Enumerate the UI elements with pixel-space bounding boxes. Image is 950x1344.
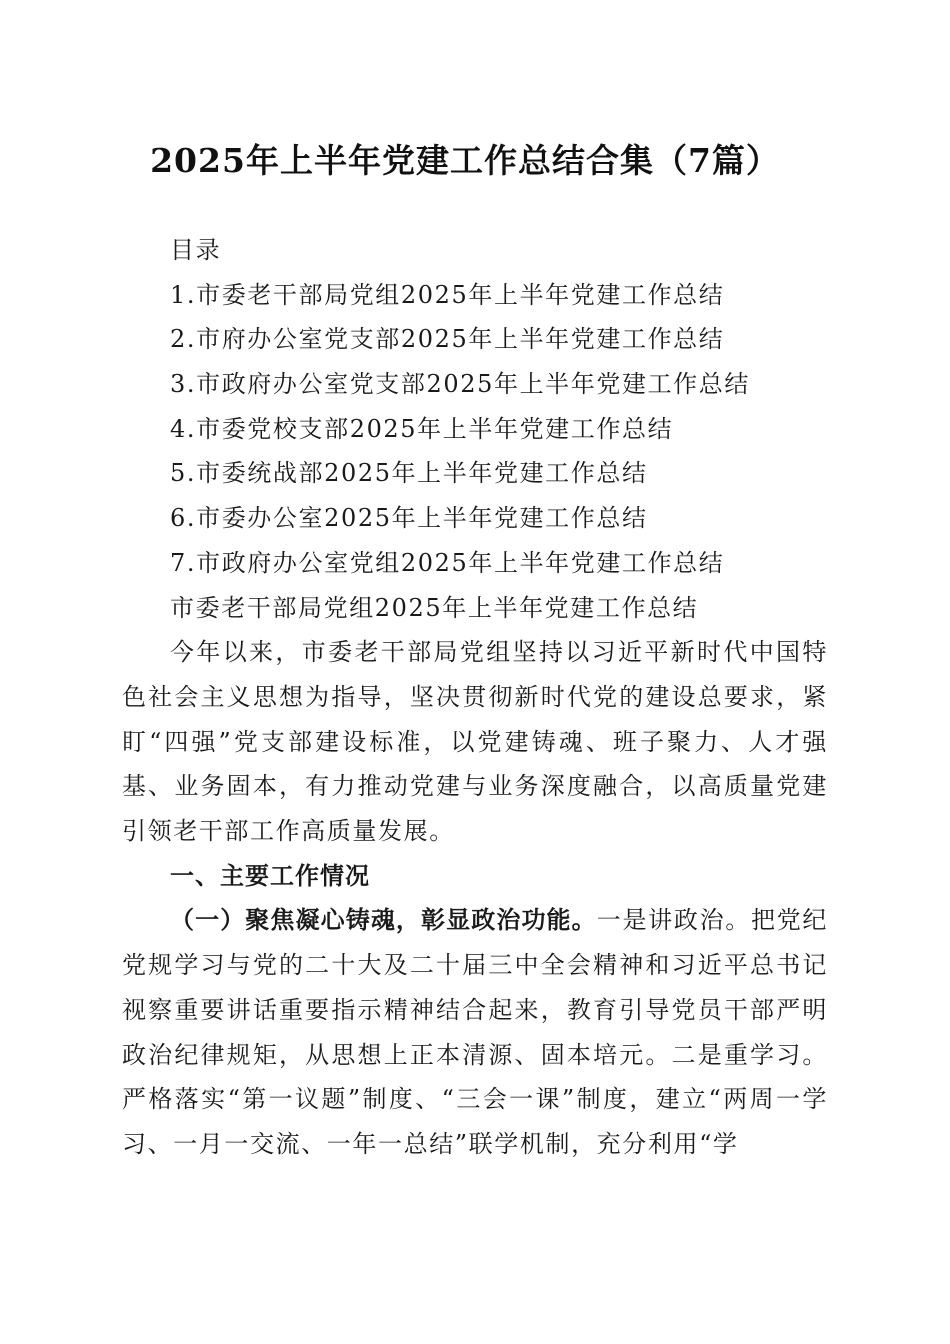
toc-item: 3.市政府办公室党支部2025年上半年党建工作总结	[170, 370, 750, 399]
toc-item: 2.市府办公室党支部2025年上半年党建工作总结	[170, 325, 725, 354]
document-title: 2025年上半年党建工作总结合集（7篇）	[150, 141, 780, 180]
toc-item: 4.市委党校支部2025年上半年党建工作总结	[170, 414, 674, 443]
intro-paragraph: 今年以来，市委老干部局党组坚持以习近平新时代中国特色社会主义思想为指导，坚决贯彻新时代党的建设总要求，紧盯“四强”党支部建设标准，以党建铸魂、班子聚力、人才强基、业务固本，有力推动党建与业务深度融合，以高质量党建引领老干部工作高质量发展。	[122, 638, 828, 845]
toc-item: 7.市政府办公室党组2025年上半年党建工作总结	[170, 548, 725, 577]
toc-heading: 目录	[170, 236, 222, 264]
section-heading: 一、主要工作情况	[170, 861, 370, 890]
toc-item: 5.市委统战部2025年上半年党建工作总结	[170, 459, 648, 488]
toc-list	[122, 273, 828, 586]
document-body	[122, 228, 828, 1167]
subsection-body: 一是讲政治。把党纪党规学习与党的二十大及二十届三中全会精神和习近平总书记视察重要讲话重要指示精神结合起来，教育引导党员干部严明政治纪律规矩，从思想上正本清源、固本培元。二是重学习。严格落实“第一议题”制度、“三会一课”制度，建立“两周一学习、一月一交流、一年一总结”联学机制，充分利用“学	[122, 906, 828, 1158]
toc-item: 6.市委办公室2025年上半年党建工作总结	[170, 504, 648, 533]
toc-item: 1.市委老干部局党组2025年上半年党建工作总结	[170, 280, 725, 309]
article-title: 市委老干部局党组2025年上半年党建工作总结	[170, 593, 699, 622]
subsection-paragraph	[122, 898, 828, 1166]
subsection-lead: （一）聚焦凝心铸魂，彰显政治功能。	[170, 906, 597, 935]
